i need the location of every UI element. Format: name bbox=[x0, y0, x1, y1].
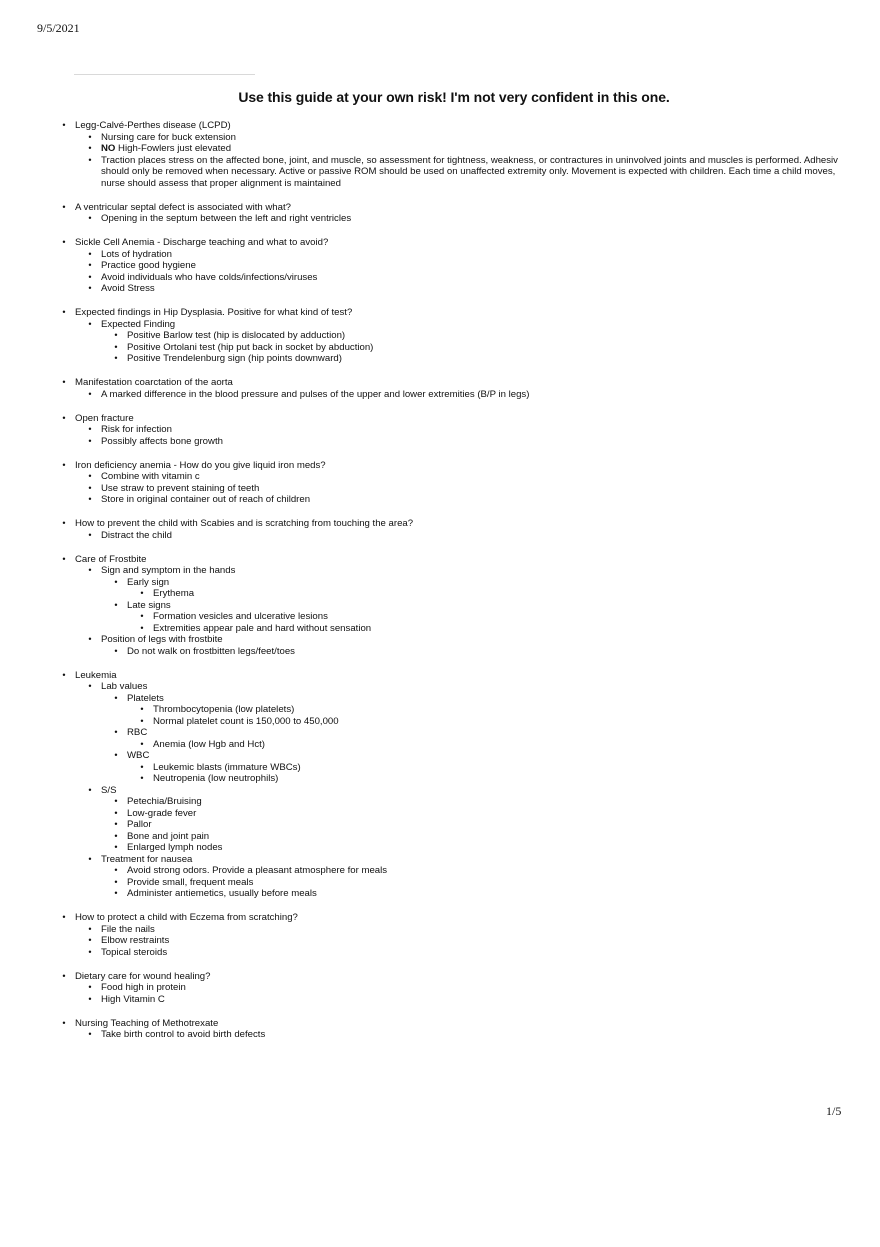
item-text: Positive Trendelenburg sign (hip points downward) bbox=[127, 353, 342, 364]
question-item bbox=[0, 518, 880, 530]
list-item bbox=[0, 947, 880, 959]
question-item bbox=[0, 377, 880, 389]
bullet-icon: • bbox=[114, 830, 118, 841]
bullet-icon: • bbox=[88, 494, 92, 504]
bullet-icon: • bbox=[88, 982, 92, 992]
section-gap bbox=[0, 958, 880, 971]
bullet-icon: • bbox=[62, 307, 66, 317]
bullet-icon: • bbox=[140, 588, 144, 598]
bullet-icon: • bbox=[88, 248, 92, 259]
print-date: 9/5/2021 bbox=[37, 21, 80, 35]
item-text: Leukemic blasts (immature WBCs) bbox=[153, 761, 301, 773]
list-item bbox=[0, 436, 880, 448]
item-text: Avoid individuals who have colds/infections/viruses bbox=[101, 271, 318, 283]
question-item bbox=[0, 413, 880, 425]
bullet-icon: • bbox=[114, 353, 118, 363]
list-item bbox=[0, 842, 880, 854]
bullet-icon: • bbox=[62, 518, 66, 528]
bullet-icon: • bbox=[88, 271, 92, 282]
list-item bbox=[0, 483, 880, 495]
list-item bbox=[0, 750, 880, 762]
list-item bbox=[0, 854, 880, 866]
list-item bbox=[0, 319, 880, 331]
item-text: Legg-Calvé-Perthes disease (LCPD) bbox=[75, 120, 231, 131]
item-text: Leukemia bbox=[75, 669, 117, 681]
bullet-icon: • bbox=[88, 318, 92, 329]
list-item bbox=[0, 924, 880, 936]
list-item bbox=[0, 831, 880, 843]
item-text: A marked difference in the blood pressure and pulses of the upper and lower extremities (B/P in legs) bbox=[101, 388, 530, 400]
bullet-icon: • bbox=[114, 807, 118, 818]
item-text: Sign and symptom in the hands bbox=[101, 565, 236, 576]
item-text: Petechia/Bruising bbox=[127, 796, 202, 807]
bullet-icon: • bbox=[62, 459, 66, 470]
list-item bbox=[0, 600, 880, 612]
item-text: Position of legs with frostbite bbox=[101, 634, 223, 645]
item-text: RBC bbox=[127, 727, 148, 738]
bullet-icon: • bbox=[88, 1029, 92, 1039]
item-text: High Vitamin C bbox=[101, 993, 165, 1005]
bullet-icon: • bbox=[88, 131, 92, 142]
emphasis-text: NO bbox=[101, 143, 116, 154]
item-text: Possibly affects bone growth bbox=[101, 435, 223, 447]
item-text: Neutropenia (low neutrophils) bbox=[153, 773, 279, 784]
item-text: WBC bbox=[127, 750, 150, 761]
item-text: Thrombocytopenia (low platelets) bbox=[153, 704, 295, 715]
item-text: Expected Finding bbox=[101, 318, 176, 330]
bullet-icon: • bbox=[88, 471, 92, 481]
question-item bbox=[0, 1018, 880, 1030]
list-item bbox=[0, 471, 880, 483]
item-text: Anemia (low Hgb and Hct) bbox=[153, 738, 265, 750]
bullet-icon: • bbox=[114, 727, 118, 737]
section-gap bbox=[0, 365, 880, 378]
list-item bbox=[0, 132, 880, 144]
question-item bbox=[0, 554, 880, 566]
item-text: Combine with vitamin c bbox=[101, 471, 200, 482]
bullet-icon: • bbox=[114, 599, 118, 610]
list-item bbox=[0, 249, 880, 261]
list-item bbox=[0, 796, 880, 808]
bullet-icon: • bbox=[88, 482, 92, 493]
section-gap bbox=[0, 189, 880, 202]
item-text-rest: High-Fowlers just elevated bbox=[115, 143, 232, 154]
list-item bbox=[0, 716, 880, 728]
item-text: Do not walk on frostbitten legs/feet/toes bbox=[127, 645, 295, 657]
study-guide-list bbox=[0, 120, 880, 1041]
list-item bbox=[0, 773, 880, 785]
list-item bbox=[0, 155, 880, 190]
list-item bbox=[0, 330, 880, 342]
list-item bbox=[0, 530, 880, 542]
item-text: Open fracture bbox=[75, 412, 134, 424]
question-item bbox=[0, 202, 880, 214]
bullet-icon: • bbox=[140, 611, 144, 621]
item-text: Store in original container out of reach of children bbox=[101, 494, 311, 505]
list-item bbox=[0, 877, 880, 889]
bullet-icon: • bbox=[88, 634, 92, 644]
bullet-icon: • bbox=[62, 237, 66, 247]
bullet-icon: • bbox=[114, 876, 118, 887]
item-text: Traction places stress on the affected bone, joint, and muscle, so assessment for tightness, weakness, or contractures in uninvolved joints and muscles is performed. Adhesiv should only be removed when necessary. Active or passive ROM should be used on unaffected extremity only. Movement is expected with children. Each time a child moves, nurse should assess that proper alignment is maintained bbox=[101, 154, 838, 189]
bullet-icon: • bbox=[114, 796, 118, 806]
item-text: Platelets bbox=[127, 692, 164, 704]
bullet-icon: • bbox=[88, 154, 92, 165]
item-text: Take birth control to avoid birth defects bbox=[101, 1029, 266, 1040]
list-item bbox=[0, 389, 880, 401]
item-text: Positive Ortolani test (hip put back in socket by abduction) bbox=[127, 341, 374, 353]
list-item bbox=[0, 727, 880, 739]
question-item bbox=[0, 237, 880, 249]
bullet-icon: • bbox=[62, 201, 66, 212]
list-item bbox=[0, 762, 880, 774]
section-gap bbox=[0, 225, 880, 238]
list-item bbox=[0, 213, 880, 225]
bullet-icon: • bbox=[140, 622, 144, 633]
item-text: File the nails bbox=[101, 923, 155, 935]
bullet-icon: • bbox=[88, 388, 92, 399]
question-item bbox=[0, 460, 880, 472]
item-text bbox=[101, 143, 880, 155]
item-text: Care of Frostbite bbox=[75, 553, 147, 565]
list-item bbox=[0, 577, 880, 589]
item-text: Sickle Cell Anemia - Discharge teaching and what to avoid? bbox=[75, 237, 329, 248]
page-number: 1/5 bbox=[826, 1104, 842, 1118]
list-item bbox=[0, 634, 880, 646]
bullet-icon: • bbox=[140, 773, 144, 783]
section-gap bbox=[0, 1005, 880, 1018]
item-text: Extremities appear pale and hard without sensation bbox=[153, 622, 372, 634]
bullet-icon: • bbox=[62, 970, 66, 981]
bullet-icon: • bbox=[88, 784, 92, 795]
item-text: Administer antiemetics, usually before meals bbox=[127, 888, 317, 899]
list-item bbox=[0, 819, 880, 831]
question-item bbox=[0, 307, 880, 319]
item-text: Manifestation coarctation of the aorta bbox=[75, 377, 233, 388]
section-gap bbox=[0, 541, 880, 554]
bullet-icon: • bbox=[114, 330, 118, 340]
section-gap bbox=[0, 506, 880, 519]
bullet-icon: • bbox=[88, 565, 92, 575]
item-text: Early sign bbox=[127, 576, 170, 588]
item-text: Use straw to prevent staining of teeth bbox=[101, 482, 260, 494]
bullet-icon: • bbox=[88, 213, 92, 223]
list-item bbox=[0, 283, 880, 295]
header-rule bbox=[74, 74, 255, 75]
bullet-icon: • bbox=[140, 715, 144, 726]
item-text: Food high in protein bbox=[101, 982, 186, 993]
bullet-icon: • bbox=[114, 692, 118, 703]
bullet-icon: • bbox=[88, 946, 92, 957]
list-item bbox=[0, 342, 880, 354]
item-text: Iron deficiency anemia - How do you give liquid iron meds? bbox=[75, 459, 326, 471]
item-text: Lots of hydration bbox=[101, 248, 172, 260]
item-text: Nursing care for buck extension bbox=[101, 131, 236, 143]
bullet-icon: • bbox=[88, 853, 92, 864]
list-item bbox=[0, 681, 880, 693]
list-item bbox=[0, 143, 880, 155]
item-text: Pallor bbox=[127, 819, 152, 830]
item-text: Bone and joint pain bbox=[127, 830, 210, 842]
list-item bbox=[0, 888, 880, 900]
bullet-icon: • bbox=[62, 912, 66, 922]
bullet-icon: • bbox=[114, 842, 118, 852]
item-text: Normal platelet count is 150,000 to 450,000 bbox=[153, 715, 339, 727]
bullet-icon: • bbox=[62, 553, 66, 564]
list-item bbox=[0, 704, 880, 716]
bullet-icon: • bbox=[114, 865, 118, 875]
bullet-icon: • bbox=[88, 143, 92, 153]
list-item bbox=[0, 1029, 880, 1041]
list-item bbox=[0, 588, 880, 600]
question-item bbox=[0, 120, 880, 132]
item-text: Treatment for nausea bbox=[101, 853, 193, 865]
bullet-icon: • bbox=[88, 283, 92, 293]
list-item bbox=[0, 693, 880, 705]
bullet-icon: • bbox=[62, 120, 66, 130]
section-gap bbox=[0, 447, 880, 460]
list-item bbox=[0, 994, 880, 1006]
list-item bbox=[0, 611, 880, 623]
question-item bbox=[0, 971, 880, 983]
list-item bbox=[0, 785, 880, 797]
item-text: Formation vesicles and ulcerative lesions bbox=[153, 611, 328, 622]
list-item bbox=[0, 494, 880, 506]
item-text: Late signs bbox=[127, 599, 171, 611]
page-title: Use this guide at your own risk! I'm not very confident in this one. bbox=[238, 89, 670, 105]
bullet-icon: • bbox=[88, 260, 92, 270]
bullet-icon: • bbox=[140, 704, 144, 714]
list-item bbox=[0, 424, 880, 436]
list-item bbox=[0, 865, 880, 877]
bullet-icon: • bbox=[62, 1017, 66, 1028]
bullet-icon: • bbox=[62, 669, 66, 680]
bullet-icon: • bbox=[114, 819, 118, 829]
item-text: Expected findings in Hip Dysplasia. Positive for what kind of test? bbox=[75, 307, 353, 318]
item-text: Avoid strong odors. Provide a pleasant atmosphere for meals bbox=[127, 865, 388, 876]
bullet-icon: • bbox=[140, 761, 144, 772]
item-text: S/S bbox=[101, 784, 117, 796]
bullet-icon: • bbox=[114, 341, 118, 352]
item-text: A ventricular septal defect is associated with what? bbox=[75, 201, 291, 213]
bullet-icon: • bbox=[114, 750, 118, 760]
section-gap bbox=[0, 657, 880, 670]
list-item bbox=[0, 272, 880, 284]
item-text: Practice good hygiene bbox=[101, 260, 196, 271]
item-text: Erythema bbox=[153, 588, 195, 599]
bullet-icon: • bbox=[88, 424, 92, 434]
bullet-icon: • bbox=[88, 435, 92, 446]
bullet-icon: • bbox=[114, 576, 118, 587]
bullet-icon: • bbox=[114, 888, 118, 898]
item-text: How to protect a child with Eczema from scratching? bbox=[75, 912, 298, 923]
item-text: Avoid Stress bbox=[101, 283, 155, 294]
bullet-icon: • bbox=[88, 923, 92, 934]
item-text: Dietary care for wound healing? bbox=[75, 970, 211, 982]
bullet-icon: • bbox=[88, 993, 92, 1004]
item-text: Nursing Teaching of Methotrexate bbox=[75, 1017, 219, 1029]
item-text: Positive Barlow test (hip is dislocated by adduction) bbox=[127, 330, 346, 341]
question-item bbox=[0, 912, 880, 924]
item-text: Enlarged lymph nodes bbox=[127, 842, 223, 853]
item-text: Elbow restraints bbox=[101, 935, 170, 946]
list-item bbox=[0, 808, 880, 820]
list-item bbox=[0, 982, 880, 994]
list-item bbox=[0, 739, 880, 751]
bullet-icon: • bbox=[62, 377, 66, 387]
item-text: Low-grade fever bbox=[127, 807, 197, 819]
item-text: How to prevent the child with Scabies and is scratching from touching the area? bbox=[75, 518, 414, 529]
question-item bbox=[0, 670, 880, 682]
section-gap bbox=[0, 400, 880, 413]
item-text: Distract the child bbox=[101, 529, 172, 541]
item-text: Provide small, frequent meals bbox=[127, 876, 254, 888]
list-item bbox=[0, 260, 880, 272]
item-text: Risk for infection bbox=[101, 424, 172, 435]
bullet-icon: • bbox=[114, 645, 118, 656]
section-gap bbox=[0, 900, 880, 913]
list-item bbox=[0, 353, 880, 365]
list-item bbox=[0, 565, 880, 577]
bullet-icon: • bbox=[62, 412, 66, 423]
bullet-icon: • bbox=[88, 681, 92, 691]
bullet-icon: • bbox=[140, 738, 144, 749]
section-gap bbox=[0, 295, 880, 308]
list-item bbox=[0, 935, 880, 947]
item-text: Opening in the septum between the left and right ventricles bbox=[101, 213, 352, 224]
bullet-icon: • bbox=[88, 935, 92, 945]
item-text: Topical steroids bbox=[101, 946, 168, 958]
item-text: Lab values bbox=[101, 681, 148, 692]
bullet-icon: • bbox=[88, 529, 92, 540]
list-item bbox=[0, 623, 880, 635]
list-item bbox=[0, 646, 880, 658]
